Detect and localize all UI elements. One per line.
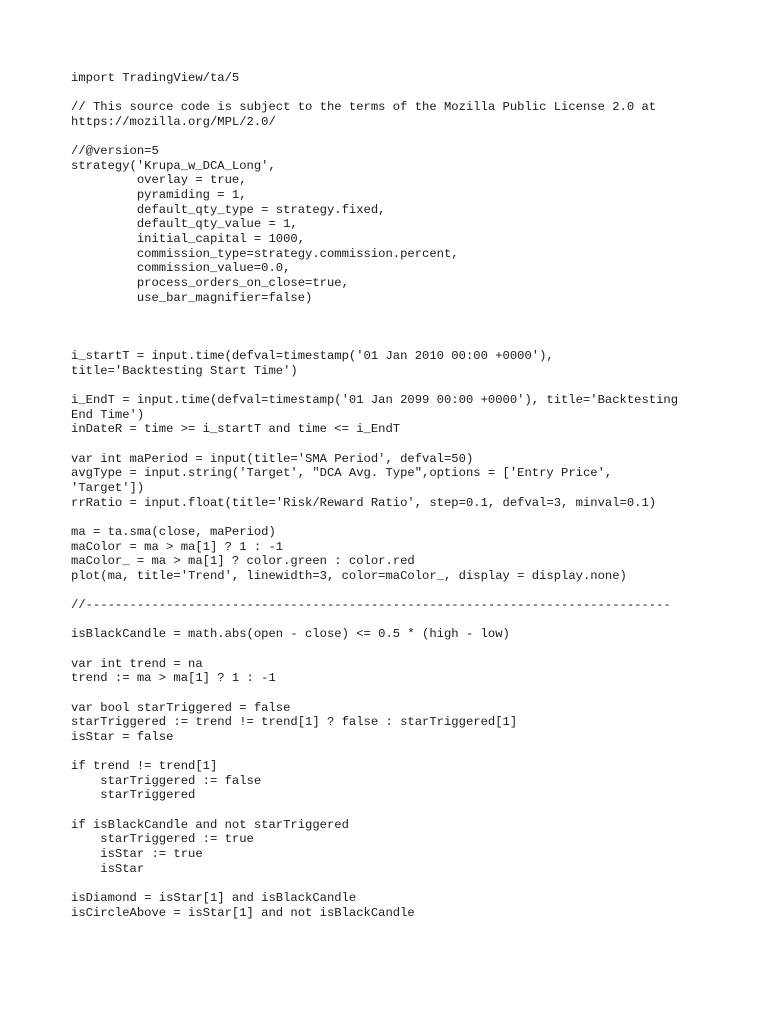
blank-line [71, 642, 711, 657]
code-line: var int maPeriod = input(title='SMA Period', defval=50) [71, 451, 474, 466]
code-line: plot(ma, title='Trend', linewidth=3, color=maColor_, display = display.none) [71, 568, 627, 583]
blank-line [71, 86, 711, 101]
code-line: avgType = input.string('Target', "DCA Avg. Type",options = ['Entry Price', [71, 466, 613, 481]
code-line: isBlackCandle = math.abs(open - close) <= 0.5 * (high - low) [71, 627, 510, 642]
code-line: ma = ta.sma(close, maPeriod) [71, 524, 276, 539]
code-line: inDateR = time >= i_startT and time <= i_EndT [71, 422, 401, 437]
blank-line [71, 378, 711, 393]
blank-line [71, 320, 711, 335]
code-line: //-------------------------------------------------------------------------------- [71, 598, 671, 613]
code-line: pyramiding = 1, [71, 188, 247, 203]
blank-line [71, 803, 711, 818]
code-line: 'Target']) [71, 480, 145, 495]
code-line: trend := ma > ma[1] ? 1 : -1 [71, 671, 276, 686]
code-line: import TradingView/ta/5 [71, 71, 240, 85]
code-line: maColor = ma > ma[1] ? 1 : -1 [71, 539, 284, 554]
code-line: starTriggered [71, 788, 196, 803]
blank-line [71, 305, 711, 320]
blank-line [71, 876, 711, 891]
code-line: commission_type=strategy.commission.percent, [71, 246, 459, 261]
code-line: use_bar_magnifier=false) [71, 290, 313, 305]
code-line: commission_value=0.0, [71, 261, 291, 276]
code-line: i_startT = input.time(defval=timestamp('01 Jan 2010 00:00 +0000'), [71, 349, 554, 364]
code-line: isStar = false [71, 729, 174, 744]
code-line: isDiamond = isStar[1] and isBlackCandle [71, 890, 357, 905]
blank-line [71, 437, 711, 452]
code-line: default_qty_value = 1, [71, 217, 298, 232]
code-line: default_qty_type = strategy.fixed, [71, 202, 386, 217]
blank-line [71, 130, 711, 145]
code-line: title='Backtesting Start Time') [71, 363, 298, 378]
blank-line [71, 744, 711, 759]
code-line: var bool starTriggered = false [71, 700, 291, 715]
blank-line [71, 510, 711, 525]
blank-line [71, 583, 711, 598]
code-line: //@version=5 [71, 144, 159, 159]
code-line: starTriggered := false [71, 773, 262, 788]
code-line: isCircleAbove = isStar[1] and not isBlackCandle [71, 905, 415, 920]
blank-line [71, 335, 711, 350]
code-line: process_orders_on_close=true, [71, 275, 349, 290]
code-line: overlay = true, [71, 173, 247, 188]
code-line: // This source code is subject to the terms of the Mozilla Public License 2.0 at [71, 100, 657, 115]
code-line: rrRatio = input.float(title='Risk/Reward Ratio', step=0.1, defval=3, minval=0.1) [71, 495, 657, 510]
code-line: strategy('Krupa_w_DCA_Long', [71, 158, 276, 173]
code-line: if trend != trend[1] [71, 759, 218, 774]
code-line: https://mozilla.org/MPL/2.0/ [71, 114, 276, 129]
code-line: var int trend = na [71, 656, 203, 671]
code-line: initial_capital = 1000, [71, 232, 306, 247]
code-line: i_EndT = input.time(defval=timestamp('01 Jan 2099 00:00 +0000'), title='Backtesting [71, 393, 679, 408]
code-listing [71, 71, 711, 920]
code-line: starTriggered := trend != trend[1] ? false : starTriggered[1] [71, 715, 518, 730]
blank-line [71, 686, 711, 701]
code-line: isStar [71, 861, 145, 876]
code-line: maColor_ = ma > ma[1] ? color.green : color.red [71, 554, 415, 569]
code-line: End Time') [71, 407, 145, 422]
code-line: if isBlackCandle and not starTriggered [71, 817, 349, 832]
blank-line [71, 613, 711, 628]
code-line: isStar := true [71, 846, 203, 861]
code-line: starTriggered := true [71, 832, 254, 847]
